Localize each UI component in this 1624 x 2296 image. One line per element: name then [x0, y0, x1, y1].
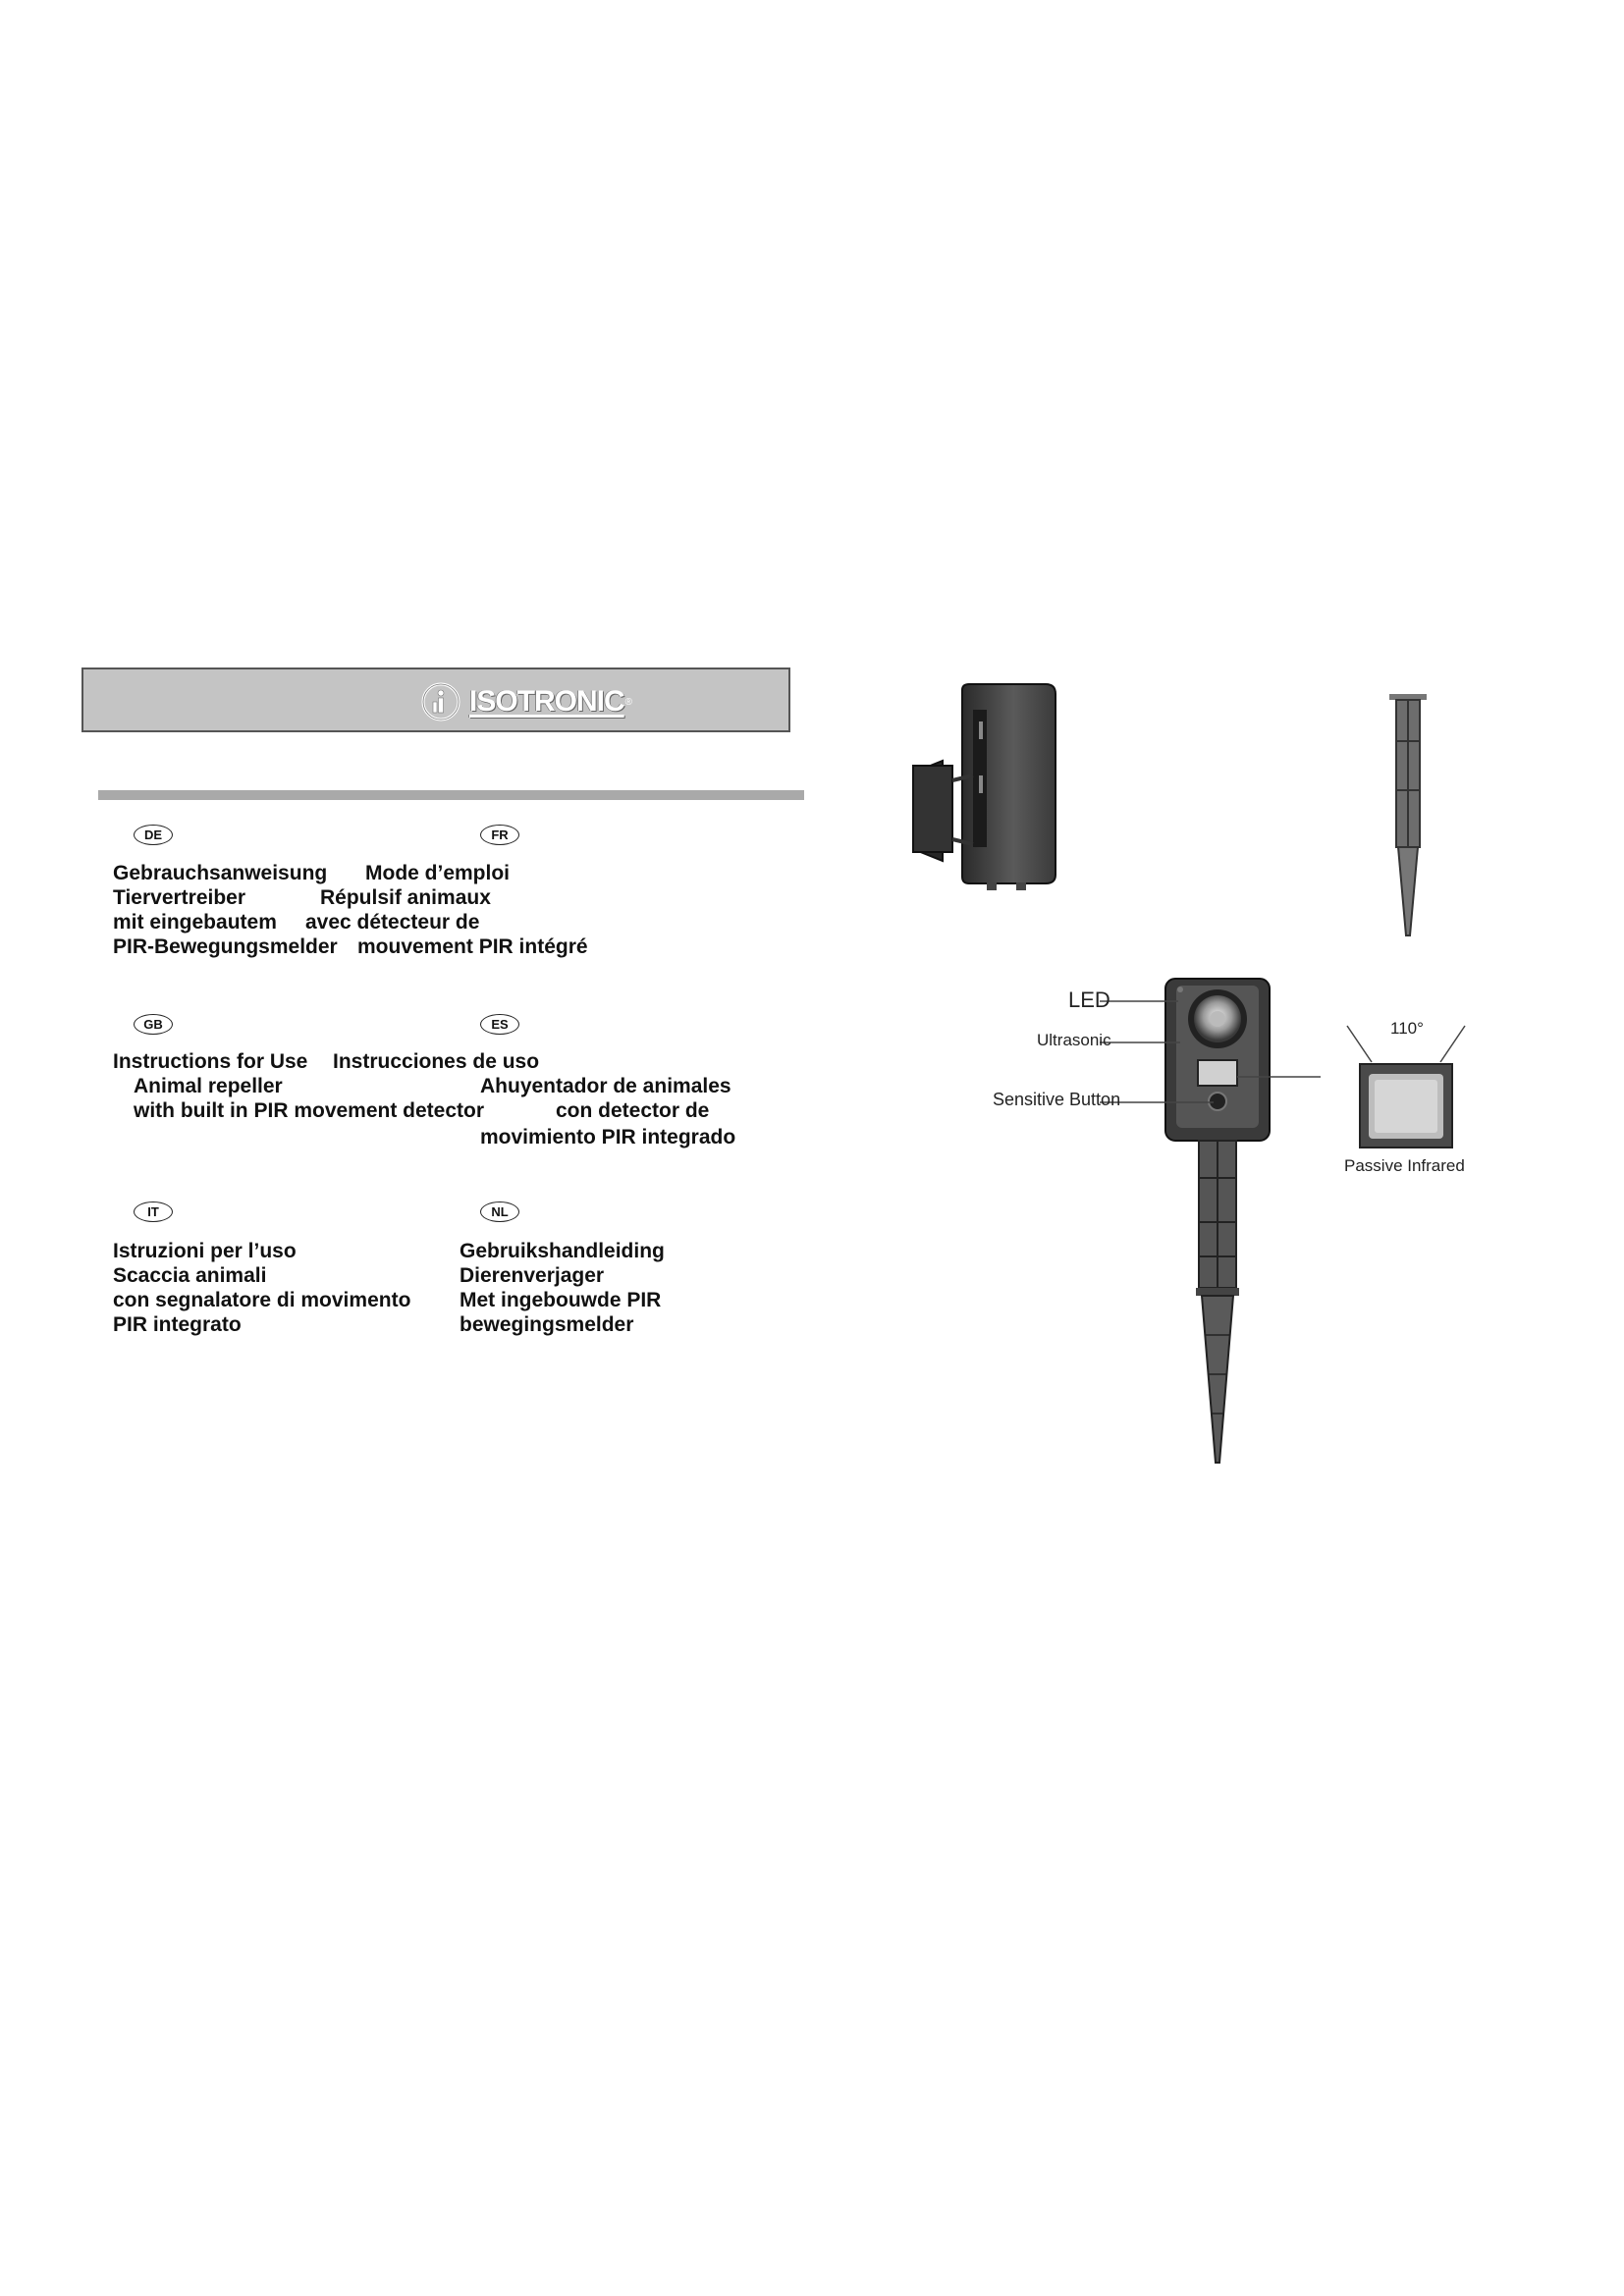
label-sensitive-button: Sensitive Button [993, 1090, 1121, 1109]
language-badge-fr: FR [480, 825, 519, 845]
divider-rule [98, 790, 804, 800]
es-line-3: con detector de [556, 1099, 710, 1122]
callout-lines [1100, 982, 1335, 1119]
brand-logo [420, 681, 632, 722]
nl-line-1: Gebruikshandleiding [460, 1240, 665, 1262]
language-badge-it: IT [134, 1201, 173, 1222]
fr-line-1: Mode d’emploi [365, 862, 510, 884]
brand-header [81, 667, 790, 732]
language-badge-de: DE [134, 825, 173, 845]
fr-line-2: Répulsif animaux [320, 886, 491, 909]
it-line-4: PIR integrato [113, 1313, 242, 1336]
es-line-1: Instrucciones de uso [333, 1050, 540, 1073]
language-badge-es: ES [480, 1014, 519, 1035]
it-line-3: con segnalatore di movimento [113, 1289, 411, 1311]
brand-registered-mark: ® [624, 696, 633, 708]
language-badge-gb: GB [134, 1014, 173, 1035]
fr-line-3: avec détecteur de [305, 911, 480, 934]
de-line-3: mit eingebautem [113, 911, 277, 934]
brand-name: ISOTRONIC [469, 685, 624, 718]
it-line-1: Istruzioni per l’uso [113, 1240, 297, 1262]
nl-line-3: Met ingebouwde PIR [460, 1289, 662, 1311]
de-line-2: Tiervertreiber [113, 886, 246, 909]
de-line-1: Gebrauchsanweisung [113, 862, 328, 884]
label-led: LED [1068, 988, 1110, 1012]
fr-line-4: mouvement PIR intégré [357, 935, 588, 958]
language-badge-nl: NL [480, 1201, 519, 1222]
label-passive-infrared: Passive Infrared [1344, 1156, 1465, 1175]
ground-spike-image [1382, 692, 1436, 937]
nl-line-2: Dierenverjager [460, 1264, 605, 1287]
pir-sensor-diagram [1337, 1021, 1475, 1153]
label-angle: 110° [1390, 1019, 1424, 1038]
isotronic-logo-icon [420, 681, 461, 722]
it-line-2: Scaccia animali [113, 1264, 267, 1287]
es-line-2: Ahuyentador de animales [480, 1075, 731, 1097]
label-ultrasonic: Ultrasonic [1037, 1031, 1111, 1049]
nl-line-4: bewegingsmelder [460, 1313, 634, 1336]
gb-line-3: with built in PIR movement detector [134, 1099, 485, 1122]
device-back-view-image [908, 682, 1060, 893]
gb-line-1: Instructions for Use [113, 1050, 308, 1073]
de-line-4: PIR-Bewegungsmelder [113, 935, 338, 958]
gb-line-2: Animal repeller [134, 1075, 283, 1097]
es-line-4: movimiento PIR integrado [480, 1126, 736, 1148]
